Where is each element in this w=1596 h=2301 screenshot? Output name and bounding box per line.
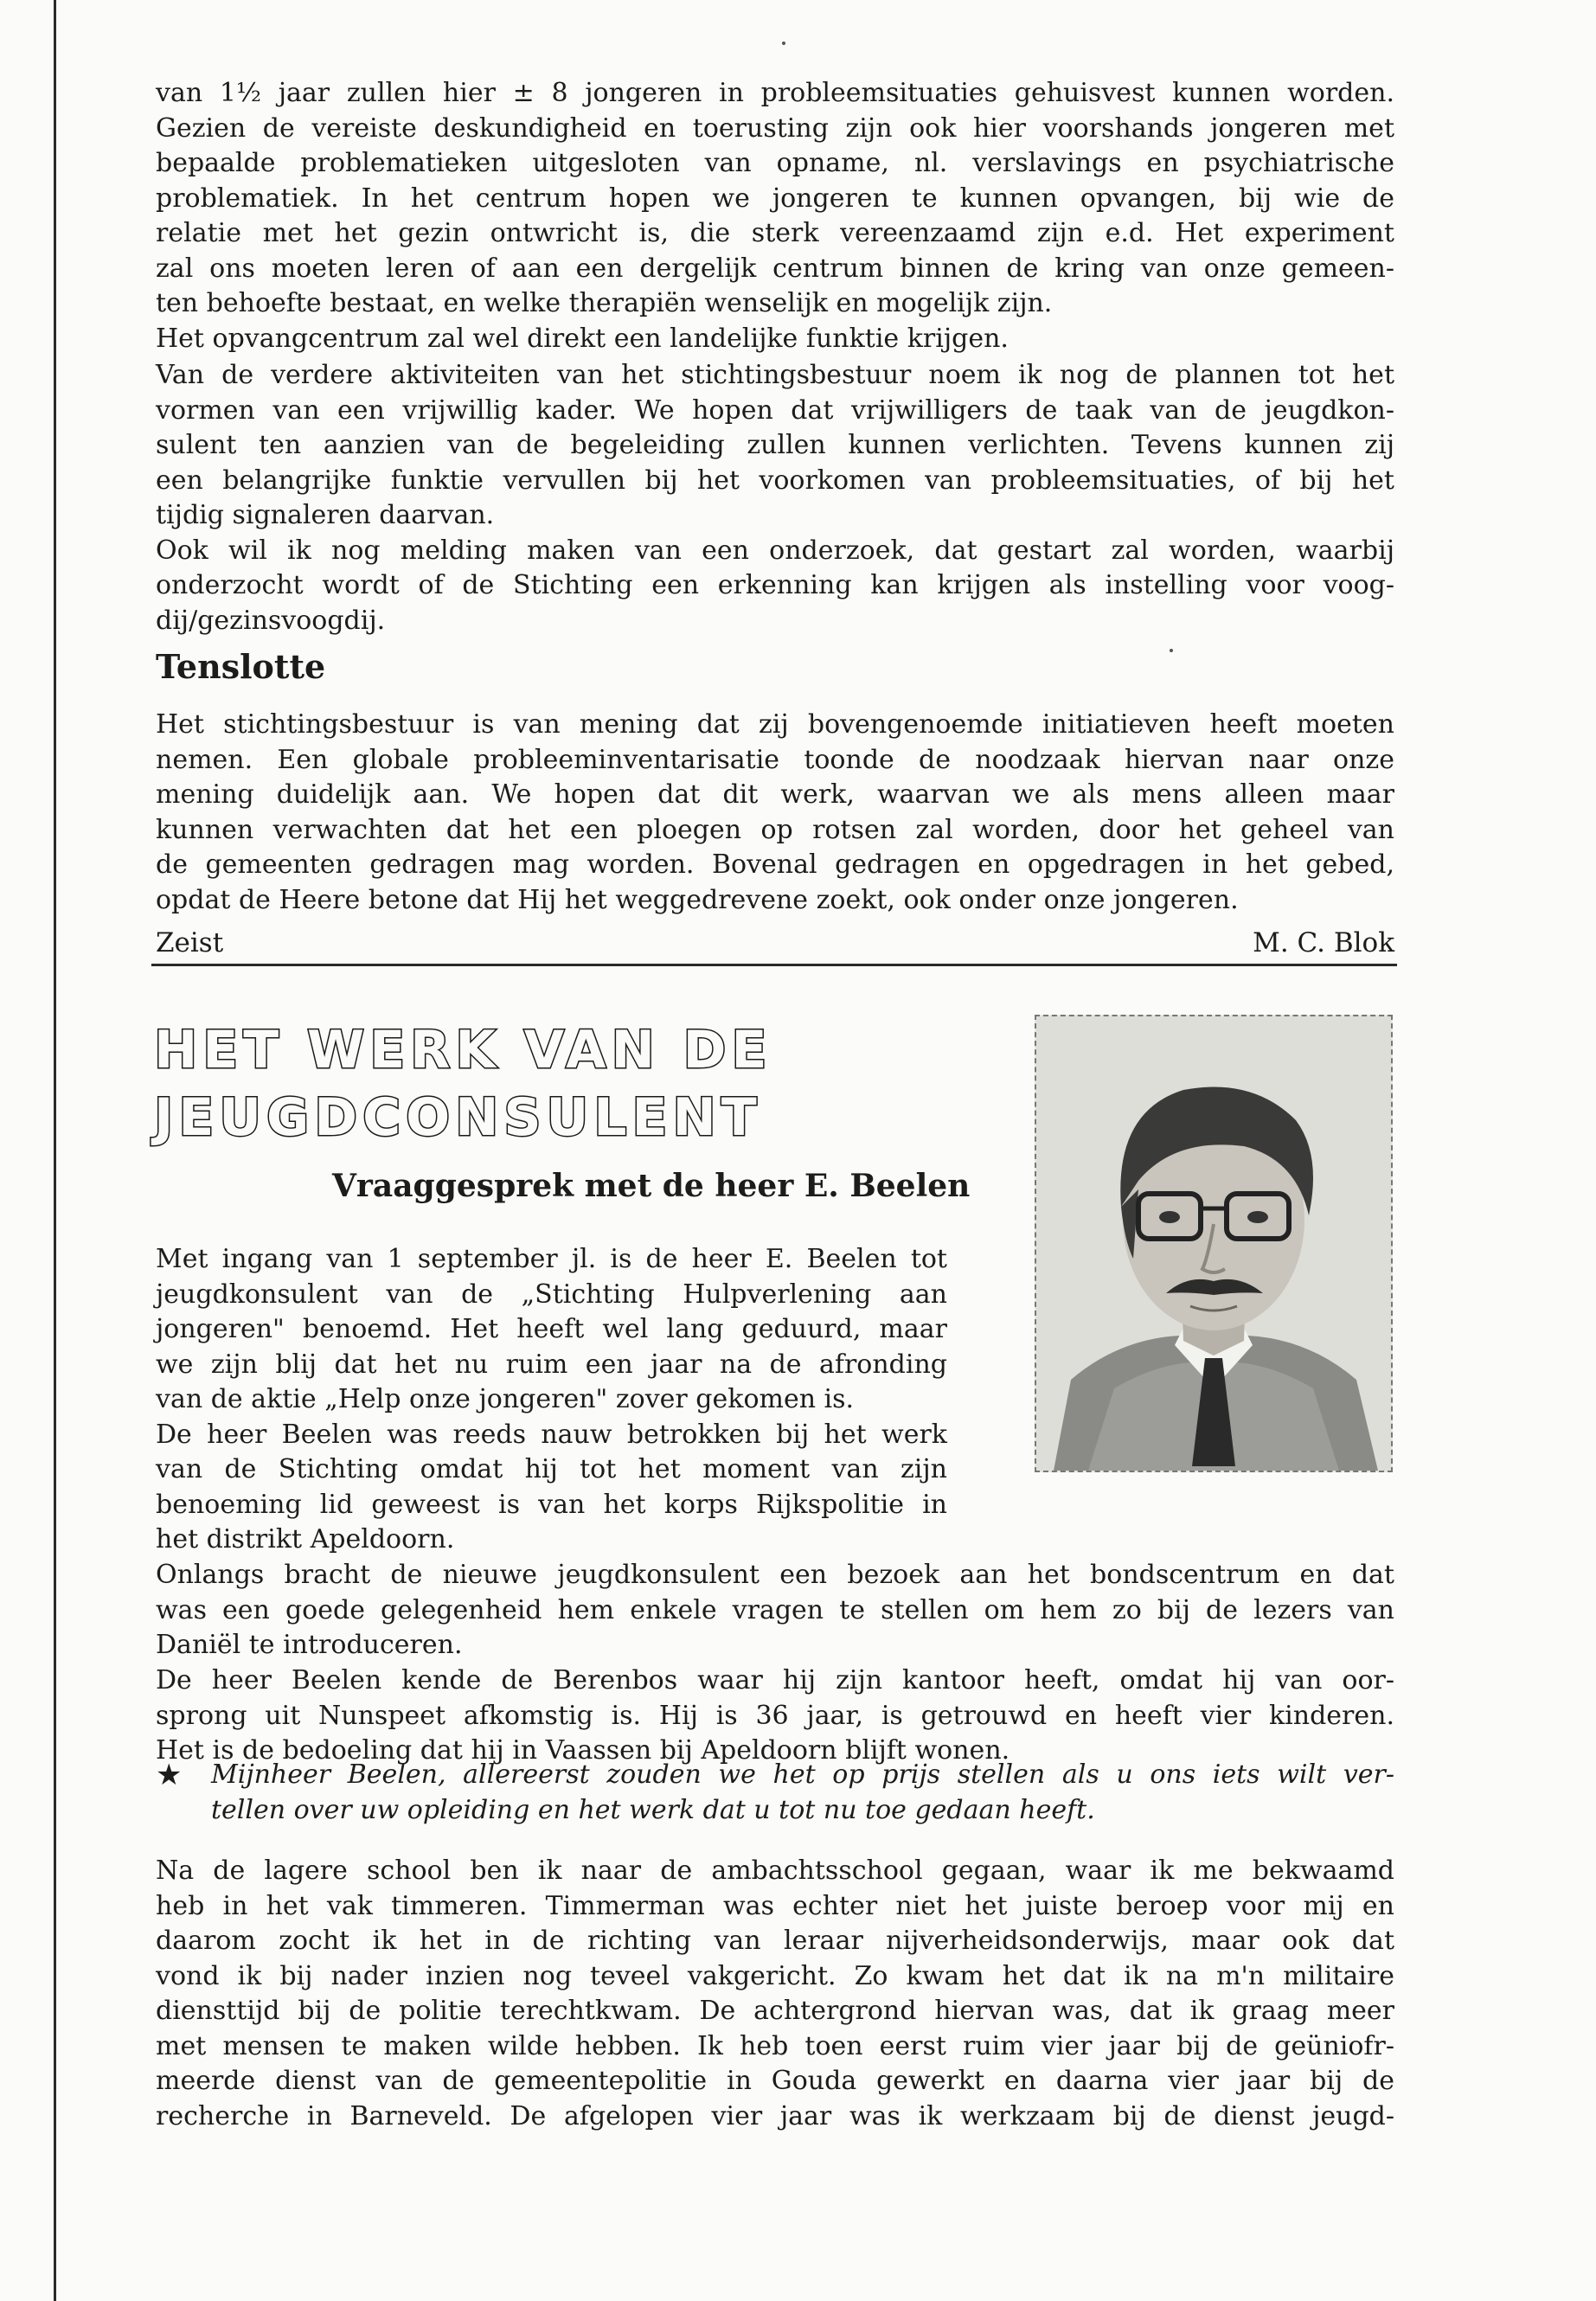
article2-subtitle: Vraaggesprek met de heer E. Beelen — [332, 1168, 971, 1204]
text-line: tellen over uw opleiding en het werk dat u tot nu toe gedaan heeft. — [211, 1794, 1095, 1825]
text-line: ten behoefte bestaat, en welke therapiën wenselijk en mogelijk zijn. — [156, 288, 1053, 318]
text-line: nemen. Een globale probleeminventarisatie toonde de noodzaak hiervan naar onze — [156, 744, 1394, 775]
text-line: opdat de Heere betone dat Hij het weggedrevene zoekt, ook onder onze jongeren. — [156, 884, 1239, 915]
article1-paragraph-3 — [156, 708, 1394, 918]
text-line: jongeren" benoemd. Het heeft wel lang geduurd, maar — [156, 1314, 947, 1344]
text-line: diensttijd bij de politie terechtkwam. De achtergrond hiervan was, dat ik graag meer — [156, 1996, 1394, 2026]
text-line: met mensen te maken wilde hebben. Ik heb toen eerst ruim vier jaar bij de geüniofr- — [156, 2030, 1394, 2061]
text-line: jeugdkonsulent van de „Stichting Hulpverlening aan — [156, 1279, 947, 1310]
article-divider — [151, 964, 1397, 966]
text-line: Daniël te introduceren. — [156, 1630, 463, 1660]
text-line: Ook wil ik nog melding maken van een onderzoek, dat gestart zal worden, waarbij — [156, 535, 1394, 566]
article2-intro — [156, 1242, 947, 1558]
article2-title-line-2: JEUGDCONSULENT — [154, 1087, 762, 1148]
text-line: het distrikt Apeldoorn. — [156, 1524, 455, 1554]
portrait-photo — [1035, 1015, 1393, 1472]
article2-paragraph-2 — [156, 1558, 1394, 1663]
text-line: recherche in Barneveld. De afgelopen vier jaar was ik werkzaam bij de dienst jeugd- — [156, 2100, 1394, 2131]
signature-place: Zeist — [156, 927, 224, 958]
text-line: kunnen verwachten dat het een ploegen op rotsen zal worden, door het geheel van — [156, 814, 1394, 845]
text-line: onderzocht wordt of de Stichting een erkenning kan krijgen als instelling voor voog- — [156, 570, 1394, 600]
text-line: daarom zocht ik het in de richting van leraar nijverheidsonderwijs, maar ook dat — [156, 1926, 1394, 1956]
article1-paragraph-2 — [156, 358, 1394, 638]
text-line: Met ingang van 1 september jl. is de heer E. Beelen tot — [156, 1244, 947, 1274]
signature-author: M. C. Blok — [1253, 927, 1394, 958]
interview-answer — [156, 1854, 1394, 2134]
text-line: Het opvangcentrum zal wel direkt een landelijke funktie krijgen. — [156, 323, 1009, 354]
text-line: dij/gezinsvoogdij. — [156, 605, 386, 636]
article2-title-line-1: HET WERK VAN DE — [154, 1020, 772, 1080]
text-line: relatie met het gezin ontwricht is, die sterk vereenzaamd zijn e.d. Het experiment — [156, 218, 1394, 248]
text-line: Het stichtingsbestuur is van mening dat zij bovengenoemde initiatieven heeft moeten — [156, 709, 1394, 740]
page-edge-line — [54, 0, 56, 2301]
text-line: Mijnheer Beelen, allereerst zouden we het op prijs stellen als u ons iets wilt ver- — [211, 1759, 1394, 1790]
signature-row — [156, 927, 1394, 962]
text-line: de gemeenten gedragen mag worden. Bovenal gedragen en opgedragen in het gebed, — [156, 849, 1394, 880]
text-line: problematiek. In het centrum hopen we jongeren te kunnen opvangen, bij wie de — [156, 183, 1394, 214]
text-line: Van de verdere aktiviteiten van het stichtingsbestuur noem ik nog de plannen tot het — [156, 360, 1394, 390]
text-line: bepaalde problematieken uitgesloten van opname, nl. verslavings en psychiatrische — [156, 148, 1394, 178]
text-line: tijdig signaleren daarvan. — [156, 500, 495, 530]
text-line: benoeming lid geweest is van het korps Rijkspolitie in — [156, 1489, 947, 1520]
text-line: mening duidelijk aan. We hopen dat dit werk, waarvan we als mens alleen maar — [156, 779, 1394, 810]
text-line: Gezien de vereiste deskundigheid en toerusting zijn ook hier voorshands jongeren met — [156, 112, 1394, 144]
text-line: De heer Beelen kende de Berenbos waar hij zijn kantoor heeft, omdat hij van oor- — [156, 1665, 1394, 1695]
text-line: Na de lagere school ben ik naar de ambachtsschool gegaan, waar ik me bekwaamd — [156, 1856, 1394, 1886]
text-line: van de aktie „Help onze jongeren" zover gekomen is. — [156, 1384, 855, 1414]
text-line: een belangrijke funktie vervullen bij het voorkomen van probleemsituaties, of bij het — [156, 465, 1394, 496]
text-line: van de Stichting omdat hij tot het moment van zijn — [156, 1454, 947, 1484]
text-line: we zijn blij dat het nu ruim een jaar na de afronding — [156, 1349, 947, 1380]
text-line: sprong uit Nunspeet afkomstig is. Hij is 36 jaar, is getrouwd en heeft vier kinderen. — [156, 1700, 1394, 1731]
print-speck — [1170, 649, 1173, 652]
text-line: vormen van een vrijwillig kader. We hopen dat vrijwilligers de taak van de jeugdkon- — [156, 394, 1394, 426]
portrait-illustration — [1036, 1016, 1391, 1471]
text-line: heb in het vak timmeren. Timmerman was echter niet het juiste beroep voor mij en — [156, 1890, 1394, 1921]
text-line: vond ik bij nader inzien nog teveel vakgericht. Zo kwam het dat ik na m'n militaire — [156, 1960, 1394, 1991]
section-heading: Tenslotte — [156, 647, 326, 686]
article1-paragraph-1 — [156, 76, 1394, 356]
text-line: van 1½ jaar zullen hier ± 8 jongeren in probleemsituaties gehuisvest kunnen worden. — [156, 78, 1394, 108]
text-line: meerde dienst van de gemeentepolitie in Gouda gewerkt en daarna vier jaar bij de — [156, 2066, 1394, 2096]
text-line: De heer Beelen was reeds nauw betrokken bij het werk — [156, 1419, 947, 1450]
text-line: zal ons moeten leren of aan een dergelijk centrum binnen de kring van onze gemeen- — [156, 253, 1394, 284]
text-line: Het is de bedoeling dat hij in Vaassen bij Apeldoorn blijft wonen. — [156, 1735, 1010, 1766]
print-speck — [782, 42, 785, 45]
text-line: sulent ten aanzien van de begeleiding zullen kunnen verlichten. Tevens kunnen zij — [156, 430, 1394, 460]
question-text — [211, 1758, 1394, 1828]
text-line: was een goede gelegenheid hem enkele vragen te stellen om hem zo bij de lezers van — [156, 1594, 1394, 1625]
article2-paragraph-3 — [156, 1663, 1394, 1769]
star-icon: ★ — [156, 1758, 183, 1792]
text-line: Onlangs bracht de nieuwe jeugdkonsulent een bezoek aan het bondscentrum en dat — [156, 1560, 1394, 1590]
